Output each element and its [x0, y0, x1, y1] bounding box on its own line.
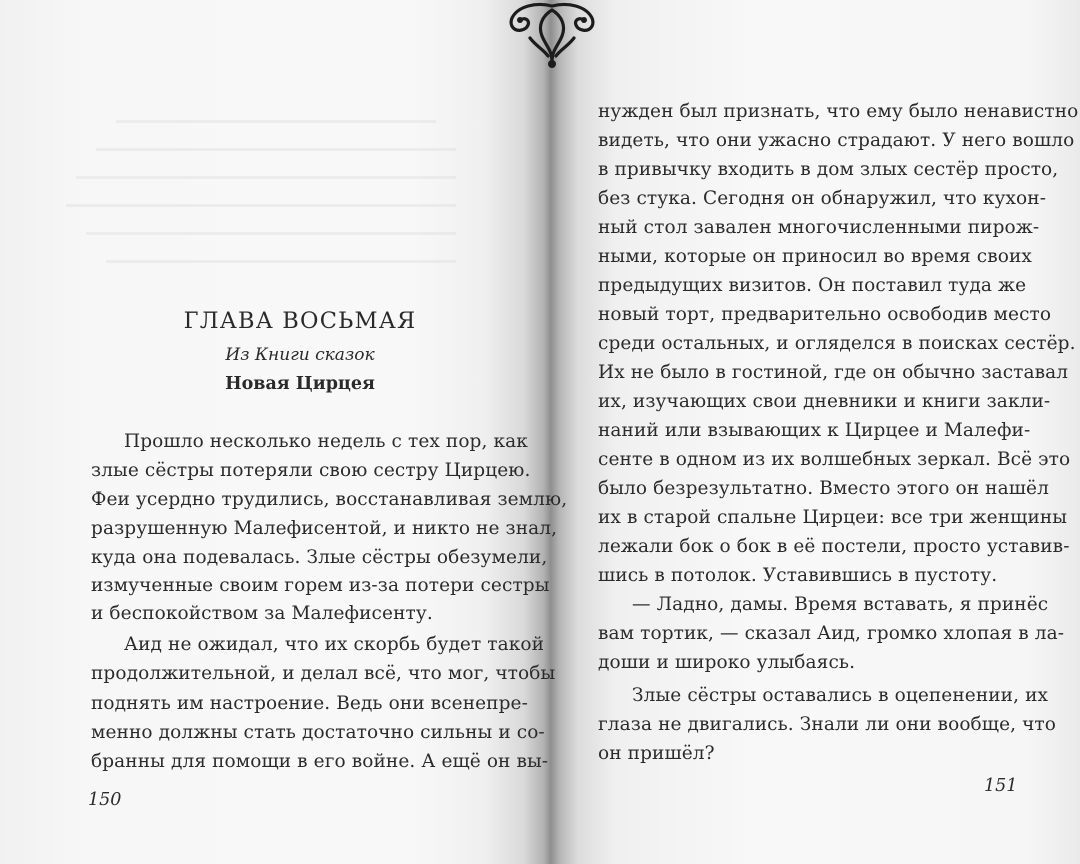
text-line: и беспокойством за Малефисенту. — [91, 603, 433, 624]
text-line: сенте в одном из их волшебных зеркал. Всё это — [598, 449, 1071, 470]
text-line: их, изучающих свои дневники и книги закли- — [598, 391, 1051, 412]
text-line: Аид не ожидал, что их скорбь будет такой — [124, 634, 545, 655]
text-line: Феи усердно трудились, восстанавливая землю, — [91, 489, 568, 510]
chapter-subtitle: Из Книги сказок — [225, 345, 375, 365]
text-line: было безрезультатно. Вместо этого он нашёл — [598, 478, 1049, 499]
bleed-through-texture — [36, 100, 516, 320]
text-line: он пришёл? — [598, 743, 715, 764]
text-line: менно должны стать достаточно сильны и со- — [91, 722, 545, 743]
text-line: глаза не двигались. Знали ли они вообще, что — [598, 714, 1057, 735]
text-line: доши и широко улыбаясь. — [598, 652, 856, 673]
text-line: бранны для помощи в его войне. А ещё он вы- — [91, 751, 549, 772]
text-line: ный стол завален многочисленными пирож- — [598, 217, 1040, 238]
text-line: поднять им настроение. Ведь они всенепре- — [91, 693, 528, 714]
text-line: в привычку входить в дом злых сестёр просто, — [598, 159, 1059, 180]
text-line: продолжительной, и делал всё, что мог, чтобы — [91, 663, 556, 684]
text-line: нужден был признать, что ему было ненавистно — [598, 101, 1079, 122]
text-line: Злые сёстры оставались в оцепенении, их — [632, 685, 1049, 706]
text-line: Прошло несколько недель с тех пор, как — [124, 431, 528, 452]
page-number: 150 — [88, 790, 122, 810]
page-number: 151 — [984, 776, 1018, 796]
chapter-name: Новая Цирцея — [225, 374, 375, 394]
text-line: среди остальных, и огляделся в поисках сестёр. — [598, 333, 1076, 354]
text-line: Их не было в гостиной, где он обычно заставал — [598, 362, 1069, 383]
text-line: измученные своим горем из-за потери сестры — [91, 575, 550, 596]
text-line: — Ладно, дамы. Время вставать, я принёс — [632, 594, 1049, 615]
right-page — [548, 0, 1080, 864]
text-line: лежали бок о бок в её постели, просто уставив- — [598, 536, 1070, 557]
text-line: разрушенную Малефисентой, и никто не знал, — [91, 518, 558, 539]
text-line: их в старой спальне Цирцеи: все три женщины — [598, 507, 1068, 528]
chapter-title: ГЛАВА ВОСЬМАЯ — [183, 308, 417, 334]
text-line: видеть, что они ужасно страдают. У него вошло — [598, 130, 1075, 151]
text-line: наний или взывающих к Цирцее и Малефи- — [598, 420, 1031, 441]
text-line: куда она подевалась. Злые сёстры обезумели, — [91, 547, 548, 568]
text-line: шись в потолок. Уставившись в пустоту. — [598, 565, 998, 586]
text-line: предыдущих визитов. Он поставил туда же — [598, 275, 1027, 296]
text-line: ными, которые он приносил во время своих — [598, 246, 1032, 267]
text-line: без стука. Сегодня он обнаружил, что кухон- — [598, 188, 1047, 209]
text-line: новый торт, предварительно освободив место — [598, 304, 1052, 325]
text-line: вам тортик, — сказал Аид, громко хлопая в ла- — [598, 623, 1065, 644]
text-line: злые сёстры потеряли свою сестру Цирцею. — [91, 460, 531, 481]
